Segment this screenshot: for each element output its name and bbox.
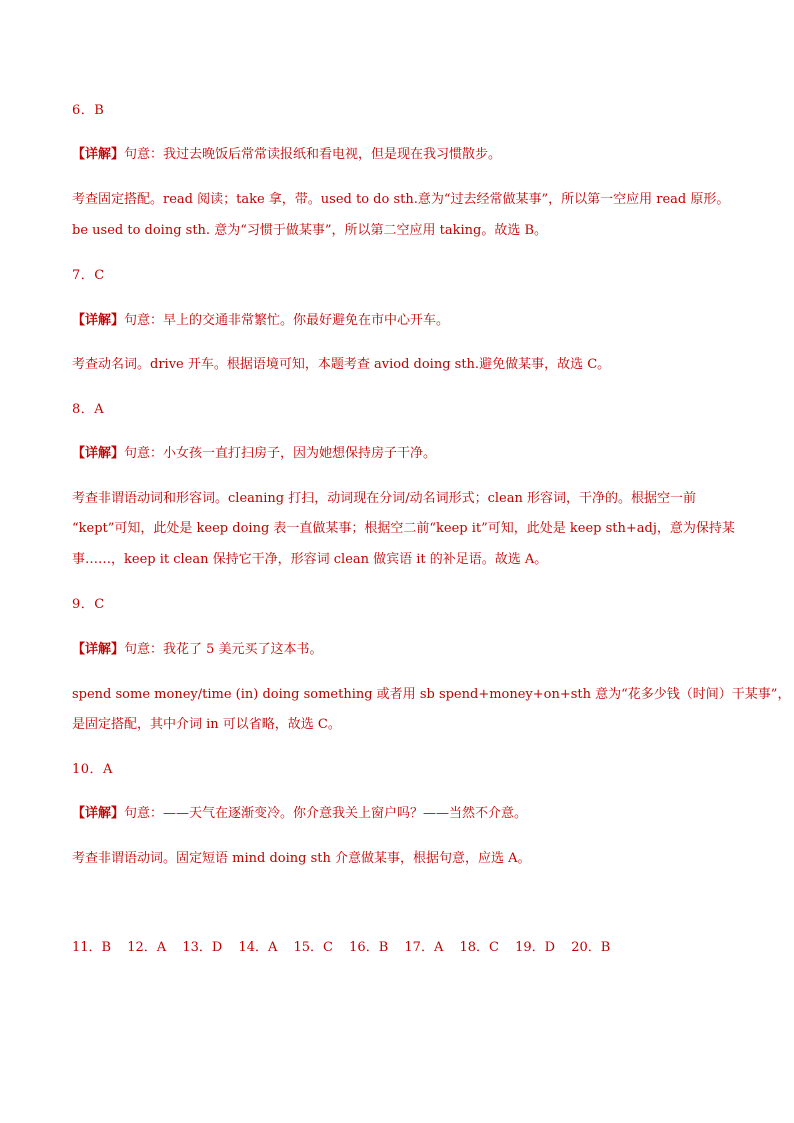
question-6-answer: 6．B [72, 103, 105, 118]
question-9-explanation-line-1: spend some money/time (in) doing something 或者用 sb spend+money+on+sth 意为“花多少钱（时间）干某事”， [72, 687, 791, 702]
question-7-answer: 7．C [72, 268, 105, 283]
answer-key-item: 20．B [571, 940, 611, 955]
question-10-meaning [72, 805, 734, 823]
question-10-answer: 10．A [72, 762, 113, 777]
question-8-answer: 8．A [72, 402, 105, 417]
detail-label: 【详解】 [72, 313, 125, 328]
answer-key-item: 11．B [72, 940, 112, 955]
question-9-meaning [72, 641, 734, 659]
meaning-text: 句意：我花了 5 美元买了这本书。 [124, 642, 323, 657]
question-6-meaning [72, 146, 734, 164]
meaning-text: 句意：——天气在逐渐变冷。你介意我关上窗户吗？——当然不介意。 [124, 806, 528, 821]
meaning-text: 句意：我过去晚饭后常常读报纸和看电视，但是现在我习惯散步。 [124, 147, 502, 162]
answer-key-item: 12．A [127, 940, 167, 955]
answer-key-item: 18．C [459, 940, 499, 955]
answer-key-item: 15．C [293, 940, 334, 955]
question-6-explanation-line-1: 考查固定搭配。read 阅读；take 拿，带。used to do sth.意为“过去经常做某事”，所以第一空应用 read 原形。 [72, 192, 730, 207]
detail-label: 【详解】 [72, 147, 125, 162]
meaning-text: 句意：早上的交通非常繁忙。你最好避免在市中心开车。 [124, 313, 450, 328]
question-9-answer: 9．C [72, 597, 105, 612]
answer-key-item: 13．D [182, 940, 223, 955]
question-8-explanation-line-1: 考查非谓语动词和形容词。cleaning 打扫，动词现在分词/动名词形式；clean 形容词，干净的。根据空一前 [72, 491, 697, 506]
answer-key-row [72, 939, 734, 957]
question-8-meaning [72, 445, 734, 463]
question-10-explanation-line-1: 考查非谓语动词。固定短语 mind doing sth 介意做某事，根据句意，应选 A。 [72, 851, 531, 866]
detail-label: 【详解】 [72, 642, 125, 657]
question-8-explanation-line-3: 事……，keep it clean 保持它干净，形容词 clean 做宾语 it 的补足语。故选 A。 [72, 552, 548, 567]
answer-key-item: 14．A [238, 940, 278, 955]
answer-key-item: 16．B [349, 940, 389, 955]
question-7-explanation-line-1: 考查动名词。drive 开车。根据语境可知，本题考查 aviod doing sth.避免做某事，故选 C。 [72, 357, 611, 372]
meaning-text: 句意：小女孩一直打扫房子，因为她想保持房子干净。 [124, 446, 437, 461]
question-7-meaning [72, 312, 734, 330]
answer-key-item: 17．A [404, 940, 444, 955]
question-9-explanation-line-2: 是固定搭配，其中介词 in 可以省略，故选 C。 [72, 717, 341, 732]
detail-label: 【详解】 [72, 446, 125, 461]
question-6-explanation-line-2: be used to doing sth. 意为“习惯于做某事”，所以第二空应用 taking。故选 B。 [72, 223, 548, 238]
answer-key-item: 19．D [515, 940, 556, 955]
detail-label: 【详解】 [72, 806, 125, 821]
question-8-explanation-line-2: “kept”可知，此处是 keep doing 表一直做某事；根据空二前“keep it”可知，此处是 keep sth+adj，意为保持某 [72, 521, 735, 536]
